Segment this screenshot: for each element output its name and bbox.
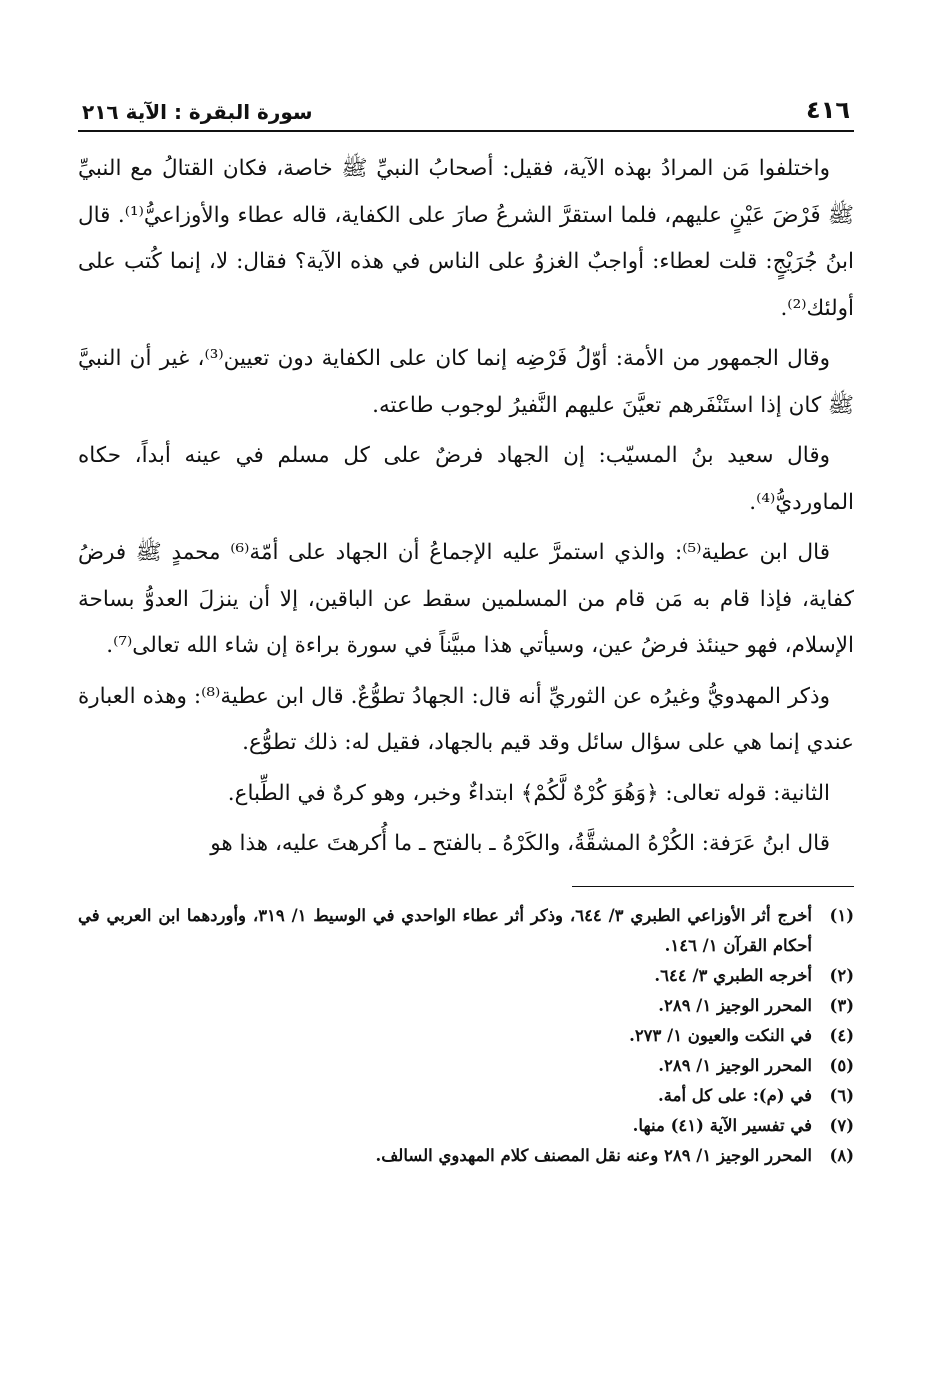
paragraph-1: واختلفوا مَن المرادُ بهذه الآية، فقيل: أصحابُ النبيِّ ﷺ خاصة، فكان القتالُ مع النبيِّ ﷺ فَرْضَ عَيْنٍ عليهم، فلما استقرَّ الشرعُ صارَ على الكفاية، قاله عطاء والأوزاعيُّ⁽¹⁾. قال ابنُ جُرَيْجٍ: قلت لعطاء: أواجبٌ الغزوُ على الناس في هذه الآية؟ فقال: لا، إنما كُتب على أولئك⁽²⁾. <box>78 156 855 321</box>
footnote-text: في النكت والعيون ١/ ٢٧٣. <box>629 1025 812 1045</box>
footnote-number: (٧) <box>829 1115 854 1135</box>
paragraph-2: وقال الجمهور من الأمة: أوّلُ فَرْضِه إنما كان على الكفاية دون تعيين⁽³⁾، غير أن النبيَّ ﷺ كان إذا استَنْفَرهم تعيَّنَ عليهم النَّفيرُ لوجوب طاعته. <box>78 346 854 418</box>
page-header <box>78 92 854 132</box>
footnote-7 <box>78 1111 854 1141</box>
footnote-text: المحرر الوجيز ١/ ٢٨٩. <box>658 1055 812 1075</box>
footnote-6 <box>78 1081 854 1111</box>
footnote-4 <box>78 1021 854 1051</box>
footnote-1 <box>78 901 854 961</box>
footnote-3 <box>78 991 854 1021</box>
footnotes <box>78 901 854 1171</box>
footnote-text: أخرج أثر الأوزاعي الطبري ٣/ ٦٤٤، وذكر أثر عطاء الواحدي في الوسيط ١/ ٣١٩، وأوردهما ابن العربي في أحكام القرآن ١/ ١٤٦. <box>78 905 812 955</box>
paragraph-6: الثانية: قوله تعالى: ﴿وَهُوَ كُرْهٌ لَّكُمْ﴾ ابتداءٌ وخبر، وهو كرهٌ في الطِّباع. <box>227 780 830 806</box>
footnote-number: (١) <box>829 905 854 925</box>
footnote-text: في (م): على كل أمة. <box>658 1085 812 1105</box>
footnote-text: المحرر الوجيز ١/ ٢٨٩ وعنه نقل المصنف كلام المهدوي السالف. <box>375 1145 812 1165</box>
book-page <box>78 92 854 1171</box>
footnote-number: (٣) <box>829 995 854 1015</box>
page-number: ٤١٦ <box>806 96 850 124</box>
footnote-number: (٢) <box>829 965 854 985</box>
footnote-number: (٨) <box>829 1145 854 1165</box>
footnote-number: (٥) <box>829 1055 854 1075</box>
paragraph-3: وقال سعيد بنُ المسيّب: إن الجهاد فرضٌ على كل مسلم في عينه أبداً، حكاه الماورديُّ⁽⁴⁾. <box>78 443 854 515</box>
footnote-number: (٦) <box>829 1085 854 1105</box>
footnote-separator <box>572 886 854 887</box>
paragraph-7: قال ابنُ عَرَفة: الكُرْهُ المشقَّةُ، والكَرْهُ ـ بالفتح ـ ما أُكرهتَ عليه، هذا هو <box>210 831 830 856</box>
footnote-8 <box>78 1141 854 1171</box>
running-title: سورة البقرة : الآية ٢١٦ <box>82 100 313 124</box>
footnote-text: أخرجه الطبري ٣/ ٦٤٤. <box>654 965 812 985</box>
paragraph-4: قال ابن عطية⁽⁵⁾: والذي استمرَّ عليه الإجماعُ أن الجهاد على أمّة⁽⁶⁾ محمدٍ ﷺ فرضُ كفاية، فإذا قام به مَن قام من المسلمين سقط عن الباقين، إلا أن ينزلَ العدوُّ بساحة الإسلام، فهو حينئذ فرضُ عين، وسيأتي هذا مبيَّناً في سورة براءة إن شاء الله تعالى⁽⁷⁾. <box>78 540 854 658</box>
paragraph-5: وذكر المهدويُّ وغيرُه عن الثوريِّ أنه قال: الجهادُ تطوُّعٌ. قال ابن عطية⁽⁸⁾: وهذه العبارة عندي إنما هي على سؤال سائل وقد قيم بالجهاد، فقيل له: ذلك تطوُّع. <box>78 683 854 755</box>
footnote-number: (٤) <box>829 1025 854 1045</box>
footnote-text: في تفسير الآية (٤١) منها. <box>632 1115 812 1135</box>
main-text <box>78 146 854 868</box>
footnote-text: المحرر الوجيز ١/ ٢٨٩. <box>658 995 812 1015</box>
footnote-5 <box>78 1051 854 1081</box>
footnote-2 <box>78 961 854 991</box>
